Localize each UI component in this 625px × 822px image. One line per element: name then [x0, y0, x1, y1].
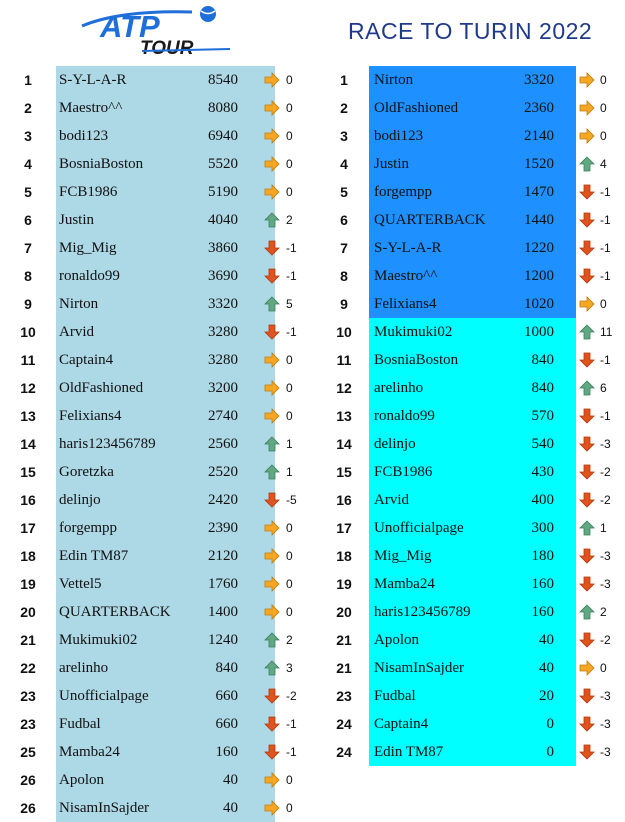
player-name: Vettel5 [59, 576, 102, 592]
player-points: 3280 [208, 352, 238, 368]
player-points: 40 [539, 660, 554, 676]
rank-number: 17 [336, 520, 352, 536]
rank-number: 20 [20, 604, 36, 620]
player-points: 300 [531, 520, 554, 536]
rank-change: -3 [600, 689, 611, 703]
rank-change: 0 [286, 381, 293, 395]
player-points: 5190 [208, 184, 238, 200]
rank-number: 8 [340, 268, 348, 284]
player-name: forgempp [374, 184, 433, 200]
rank-change: 0 [286, 801, 293, 815]
player-name: BosniaBoston [374, 352, 459, 368]
rank-number: 6 [340, 212, 348, 228]
player-points: 5520 [208, 156, 238, 172]
arrow-down-icon [579, 268, 595, 284]
rank-number: 24 [336, 716, 352, 732]
rank-number: 1 [24, 72, 32, 88]
player-name: bodi123 [374, 128, 424, 144]
rank-change: -3 [600, 745, 611, 759]
rank-number: 6 [24, 212, 32, 228]
rank-change: 1 [286, 465, 293, 479]
player-name: Captain4 [374, 716, 429, 732]
player-points: 840 [215, 660, 238, 676]
rank-number: 14 [20, 436, 36, 452]
player-points: 180 [531, 548, 554, 564]
rank-number: 5 [340, 184, 348, 200]
rank-change: 1 [286, 437, 293, 451]
rank-number: 8 [24, 268, 32, 284]
rank-change: -2 [286, 689, 297, 703]
player-name: Mukimuki02 [374, 324, 453, 340]
arrow-down-icon [579, 408, 595, 424]
player-name: Felixians4 [374, 296, 437, 312]
player-name: arelinho [374, 380, 424, 396]
player-points: 3320 [208, 296, 238, 312]
arrow-down-icon [264, 492, 280, 508]
rank-number: 19 [20, 576, 36, 592]
arrow-up-icon [264, 436, 280, 452]
rank-change: -1 [600, 213, 611, 227]
player-name: Unofficialpage [374, 520, 464, 536]
rank-change: 0 [286, 73, 293, 87]
rank-change: 4 [600, 157, 607, 171]
rank-number: 13 [20, 408, 36, 424]
rank-change: -2 [600, 633, 611, 647]
player-points: 3860 [208, 240, 238, 256]
rank-change: -1 [600, 269, 611, 283]
player-points: 430 [531, 464, 554, 480]
rank-number: 15 [336, 464, 352, 480]
player-name: Mamba24 [374, 576, 435, 592]
rank-change: -1 [286, 325, 297, 339]
rank-change: 0 [286, 185, 293, 199]
player-points: 6940 [208, 128, 238, 144]
player-name: Unofficialpage [59, 688, 149, 704]
rank-change: 2 [286, 633, 293, 647]
player-points: 0 [546, 744, 554, 760]
rank-change: 6 [600, 381, 607, 395]
logo-tour-text: TOUR [140, 38, 194, 56]
player-name: QUARTERBACK [374, 212, 486, 228]
player-name: Justin [59, 212, 95, 228]
player-points: 8080 [208, 100, 238, 116]
player-name: S-Y-L-A-R [374, 240, 442, 256]
rank-number: 1 [340, 72, 348, 88]
rank-number: 21 [336, 632, 352, 648]
player-name: ronaldo99 [374, 408, 435, 424]
rank-number: 9 [340, 296, 348, 312]
player-name: Arvid [59, 324, 94, 340]
rank-number: 11 [336, 352, 352, 368]
rank-number: 21 [336, 660, 352, 676]
arrow-right-icon [264, 380, 280, 396]
player-points: 2740 [208, 408, 238, 424]
rank-change: -3 [600, 717, 611, 731]
player-name: ronaldo99 [59, 268, 120, 284]
rank-number: 23 [20, 688, 36, 704]
player-name: Mig_Mig [59, 240, 117, 256]
player-points: 1020 [524, 296, 554, 312]
player-points: 2140 [524, 128, 554, 144]
arrow-down-icon [579, 240, 595, 256]
arrow-up-icon [264, 632, 280, 648]
arrow-right-icon [264, 184, 280, 200]
player-points: 1240 [208, 632, 238, 648]
player-points: 660 [215, 716, 238, 732]
player-name: Apolon [59, 772, 104, 788]
arrow-right-icon [264, 100, 280, 116]
arrow-down-icon [579, 492, 595, 508]
player-points: 40 [223, 800, 238, 816]
rank-change: -1 [286, 269, 297, 283]
rank-number: 7 [340, 240, 348, 256]
arrow-up-icon [579, 520, 595, 536]
player-name: OldFashioned [374, 100, 459, 116]
logo-atp-text: ATP [100, 9, 160, 44]
player-points: 3200 [208, 380, 238, 396]
rank-change: -1 [286, 745, 297, 759]
player-name: Felixians4 [59, 408, 122, 424]
player-name: Nirton [59, 296, 99, 312]
player-name: FCB1986 [59, 184, 118, 200]
arrow-down-icon [579, 716, 595, 732]
player-name: NisamInSajder [374, 660, 464, 676]
arrow-right-icon [579, 296, 595, 312]
rank-number: 4 [24, 156, 32, 172]
arrow-right-icon [579, 128, 595, 144]
player-name: Maestro^^ [374, 268, 438, 284]
arrow-right-icon [264, 576, 280, 592]
rank-change: 0 [600, 101, 607, 115]
player-points: 2390 [208, 520, 238, 536]
player-points: 0 [546, 716, 554, 732]
arrow-right-icon [264, 604, 280, 620]
player-points: 160 [215, 744, 238, 760]
arrow-up-icon [264, 660, 280, 676]
rank-change: -1 [286, 717, 297, 731]
player-name: haris123456789 [59, 436, 156, 452]
rank-number: 3 [340, 128, 348, 144]
arrow-down-icon [264, 240, 280, 256]
rank-change: 0 [286, 549, 293, 563]
arrow-up-icon [579, 156, 595, 172]
arrow-down-icon [579, 632, 595, 648]
player-points: 3320 [524, 72, 554, 88]
player-points: 4040 [208, 212, 238, 228]
rank-change: 0 [286, 101, 293, 115]
rank-change: 0 [286, 605, 293, 619]
arrow-down-icon [264, 716, 280, 732]
rank-change: -2 [600, 465, 611, 479]
player-points: 1200 [524, 268, 554, 284]
rank-number: 18 [336, 548, 352, 564]
rank-number: 14 [336, 436, 352, 452]
player-name: Goretzka [59, 464, 114, 480]
atp-tour-logo [80, 4, 235, 56]
player-points: 160 [531, 604, 554, 620]
rank-number: 16 [20, 492, 36, 508]
player-name: Apolon [374, 632, 419, 648]
rank-change: 0 [286, 577, 293, 591]
rank-number: 23 [336, 688, 352, 704]
player-name: OldFashioned [59, 380, 144, 396]
player-name: Mamba24 [59, 744, 120, 760]
arrow-right-icon [264, 772, 280, 788]
rank-change: -1 [600, 185, 611, 199]
player-points: 840 [531, 352, 554, 368]
rank-change: 0 [286, 157, 293, 171]
rank-number: 16 [336, 492, 352, 508]
rank-change: 0 [600, 129, 607, 143]
rank-change: 0 [286, 353, 293, 367]
player-name: S-Y-L-A-R [59, 72, 127, 88]
arrow-down-icon [579, 744, 595, 760]
player-points: 3280 [208, 324, 238, 340]
rank-change: 1 [600, 521, 607, 535]
player-points: 540 [531, 436, 554, 452]
arrow-up-icon [579, 380, 595, 396]
rank-number: 2 [340, 100, 348, 116]
arrow-down-icon [579, 464, 595, 480]
player-name: Fudbal [59, 716, 101, 732]
player-points: 660 [215, 688, 238, 704]
atp-tour-logo-graphic [80, 4, 235, 56]
rank-change: -1 [600, 409, 611, 423]
rank-change: 5 [286, 297, 293, 311]
rank-number: 26 [20, 772, 36, 788]
arrow-right-icon [264, 72, 280, 88]
rank-number: 12 [336, 380, 352, 396]
rank-number: 11 [20, 352, 36, 368]
rank-change: 2 [286, 213, 293, 227]
player-name: Edin TM87 [59, 548, 129, 564]
player-name: delinjo [59, 492, 101, 508]
arrow-down-icon [579, 688, 595, 704]
rank-change: -3 [600, 577, 611, 591]
player-points: 1220 [524, 240, 554, 256]
player-points: 400 [531, 492, 554, 508]
rank-change: -3 [600, 549, 611, 563]
arrow-down-icon [579, 184, 595, 200]
arrow-down-icon [264, 268, 280, 284]
player-name: BosniaBoston [59, 156, 144, 172]
rank-change: -3 [600, 437, 611, 451]
player-name: bodi123 [59, 128, 109, 144]
rank-number: 5 [24, 184, 32, 200]
player-points: 1440 [524, 212, 554, 228]
rank-number: 19 [336, 576, 352, 592]
player-name: QUARTERBACK [59, 604, 171, 620]
arrow-right-icon [579, 100, 595, 116]
player-points: 1470 [524, 184, 554, 200]
rank-change: 3 [286, 661, 293, 675]
rank-change: 11 [600, 325, 613, 339]
player-name: Justin [374, 156, 410, 172]
arrow-down-icon [579, 352, 595, 368]
player-points: 2360 [524, 100, 554, 116]
arrow-right-icon [579, 72, 595, 88]
rank-number: 25 [20, 744, 36, 760]
rank-change: 0 [286, 129, 293, 143]
arrow-down-icon [264, 744, 280, 760]
player-points: 160 [531, 576, 554, 592]
player-points: 1760 [208, 576, 238, 592]
arrow-right-icon [264, 128, 280, 144]
rank-number: 15 [20, 464, 36, 480]
arrow-up-icon [579, 604, 595, 620]
rank-number: 4 [340, 156, 348, 172]
arrow-right-icon [264, 156, 280, 172]
player-name: Fudbal [374, 688, 416, 704]
rank-change: 0 [600, 297, 607, 311]
arrow-right-icon [579, 660, 595, 676]
rank-number: 3 [24, 128, 32, 144]
rank-number: 10 [20, 324, 36, 340]
arrow-up-icon [264, 296, 280, 312]
player-name: forgempp [59, 520, 118, 536]
rank-change: 2 [600, 605, 607, 619]
arrow-down-icon [579, 436, 595, 452]
rank-change: 0 [286, 773, 293, 787]
arrow-up-icon [579, 324, 595, 340]
player-points: 2120 [208, 548, 238, 564]
player-name: Captain4 [59, 352, 114, 368]
rank-change: 0 [286, 521, 293, 535]
rank-change: -1 [600, 353, 611, 367]
arrow-down-icon [579, 212, 595, 228]
rank-number: 23 [20, 716, 36, 732]
player-points: 2520 [208, 464, 238, 480]
player-name: Edin TM87 [374, 744, 444, 760]
rank-change: -2 [600, 493, 611, 507]
player-name: delinjo [374, 436, 416, 452]
player-name: NisamInSajder [59, 800, 149, 816]
arrow-up-icon [264, 464, 280, 480]
rank-number: 24 [336, 744, 352, 760]
player-name: Mukimuki02 [59, 632, 138, 648]
player-name: Nirton [374, 72, 414, 88]
rank-number: 10 [336, 324, 352, 340]
rank-change: -1 [600, 241, 611, 255]
rank-number: 17 [20, 520, 36, 536]
player-points: 20 [539, 688, 554, 704]
rank-number: 20 [336, 604, 352, 620]
player-name: Maestro^^ [59, 100, 123, 116]
rank-change: 0 [600, 661, 607, 675]
page-title: RACE TO TURIN 2022 [348, 18, 593, 44]
arrow-right-icon [264, 352, 280, 368]
player-name: FCB1986 [374, 464, 433, 480]
arrow-down-icon [579, 576, 595, 592]
rank-number: 22 [20, 660, 36, 676]
arrow-right-icon [264, 520, 280, 536]
player-name: Mig_Mig [374, 548, 432, 564]
rank-change: -5 [286, 493, 297, 507]
player-name: arelinho [59, 660, 109, 676]
player-points: 2560 [208, 436, 238, 452]
rank-change: -1 [286, 241, 297, 255]
rank-change: 0 [600, 73, 607, 87]
arrow-down-icon [264, 324, 280, 340]
player-points: 2420 [208, 492, 238, 508]
player-name: haris123456789 [374, 604, 471, 620]
rank-number: 21 [20, 632, 36, 648]
player-points: 40 [223, 772, 238, 788]
rank-change: 0 [286, 409, 293, 423]
arrow-right-icon [264, 548, 280, 564]
player-points: 1000 [524, 324, 554, 340]
rank-number: 7 [24, 240, 32, 256]
arrow-up-icon [264, 212, 280, 228]
player-points: 840 [531, 380, 554, 396]
player-name: Arvid [374, 492, 409, 508]
arrow-down-icon [264, 688, 280, 704]
player-points: 1400 [208, 604, 238, 620]
rank-number: 18 [20, 548, 36, 564]
rank-number: 13 [336, 408, 352, 424]
arrow-right-icon [264, 408, 280, 424]
player-points: 40 [539, 632, 554, 648]
rank-number: 2 [24, 100, 32, 116]
rank-number: 26 [20, 800, 36, 816]
player-points: 3690 [208, 268, 238, 284]
rank-number: 12 [20, 380, 36, 396]
rank-number: 9 [24, 296, 32, 312]
player-points: 1520 [524, 156, 554, 172]
arrow-down-icon [579, 548, 595, 564]
arrow-right-icon [264, 800, 280, 816]
player-points: 8540 [208, 72, 238, 88]
player-points: 570 [531, 408, 554, 424]
